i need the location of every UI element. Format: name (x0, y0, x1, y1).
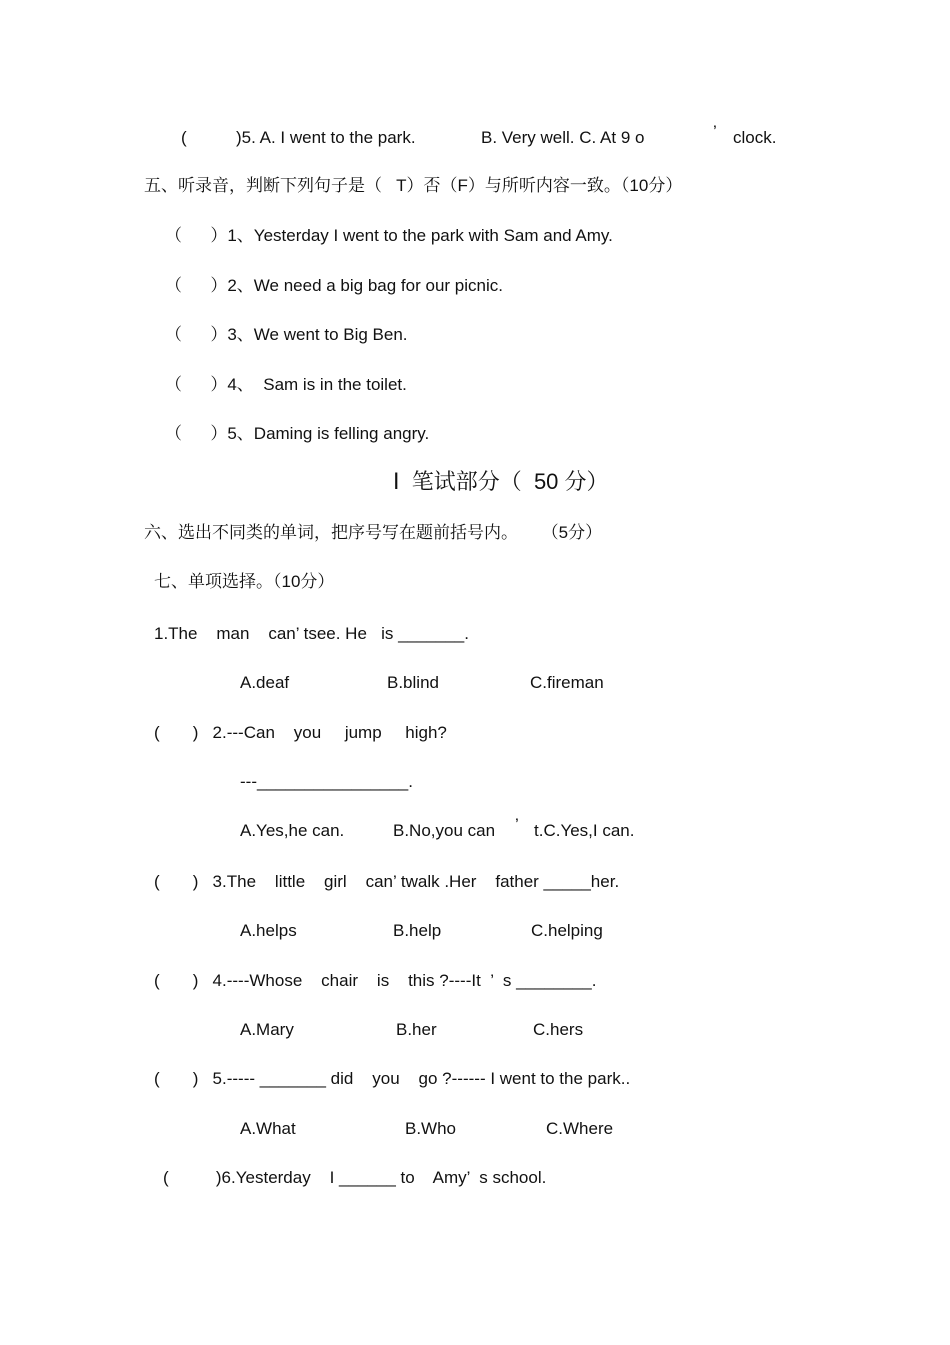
q4-option-c: C.hers (533, 1020, 584, 1039)
q2-answer-line[interactable]: ---________________. (240, 772, 413, 791)
q3-option-b: B.help (393, 921, 442, 940)
q3-option-c: C.helping (531, 921, 603, 940)
question-1: 1.The man can’ tsee. He is _______. (154, 624, 469, 643)
question-stem: )5. A. I went to the park. (236, 128, 416, 147)
q4-option-b: B.her (396, 1020, 437, 1039)
answer-paren[interactable]: ( (181, 128, 187, 147)
listening-item: （ ）3、We went to Big Ben. (165, 325, 408, 344)
apostrophe: ’ (713, 122, 717, 141)
q2-option-b: B.No,you can (393, 821, 496, 840)
question-5: ( ) 5.----- _______ did you go ?------ I went to the park.. (154, 1069, 631, 1088)
apostrophe: ’ (515, 815, 519, 834)
question-6: ( )6.Yesterday I ______ to Amy’ s school. (163, 1168, 547, 1187)
question-4: ( ) 4.----Whose chair is this ?----It ’ s ________. (154, 971, 597, 990)
q5-option-c: C.Where (546, 1119, 614, 1138)
q2-option-a: A.Yes,he can. (240, 821, 345, 840)
written-part-title: Ⅰ 笔试部分（ 50 分） (393, 469, 609, 494)
section5-heading: 五、听录音，判断下列句子是（ T）否（F）与所听内容一致。（10分） (144, 176, 683, 195)
section6-heading: 六、选出不同类的单词，把序号写在题前括号内。 （5分） (144, 523, 603, 542)
q2-option-c: t.C.Yes,I can. (534, 821, 635, 840)
listening-item: （ ）4、 Sam is in the toilet. (165, 375, 407, 394)
section7-heading: 七、单项选择。（10分） (154, 572, 335, 591)
q3-option-a: A.helps (240, 921, 297, 940)
q4-option-a: A.Mary (240, 1020, 294, 1039)
q1-option-a: A.deaf (240, 673, 290, 692)
question-3: ( ) 3.The little girl can’ twalk .Her father _____her. (154, 872, 620, 891)
listening-item: （ ）5、Daming is felling angry. (165, 424, 430, 443)
q5-option-b: B.Who (405, 1119, 457, 1138)
q1-option-c: C.fireman (530, 673, 604, 692)
q1-option-b: B.blind (387, 673, 439, 692)
q5-option-a: A.What (240, 1119, 296, 1138)
listening-item: （ ）2、We need a big bag for our picnic. (165, 276, 503, 295)
listening-item: （ ）1、Yesterday I went to the park with Sam and Amy. (165, 226, 613, 245)
option-b-c: B. Very well. C. At 9 o (481, 128, 645, 147)
question-2: ( ) 2.---Can you jump high? (154, 723, 447, 742)
option-c-end: clock. (733, 128, 777, 147)
